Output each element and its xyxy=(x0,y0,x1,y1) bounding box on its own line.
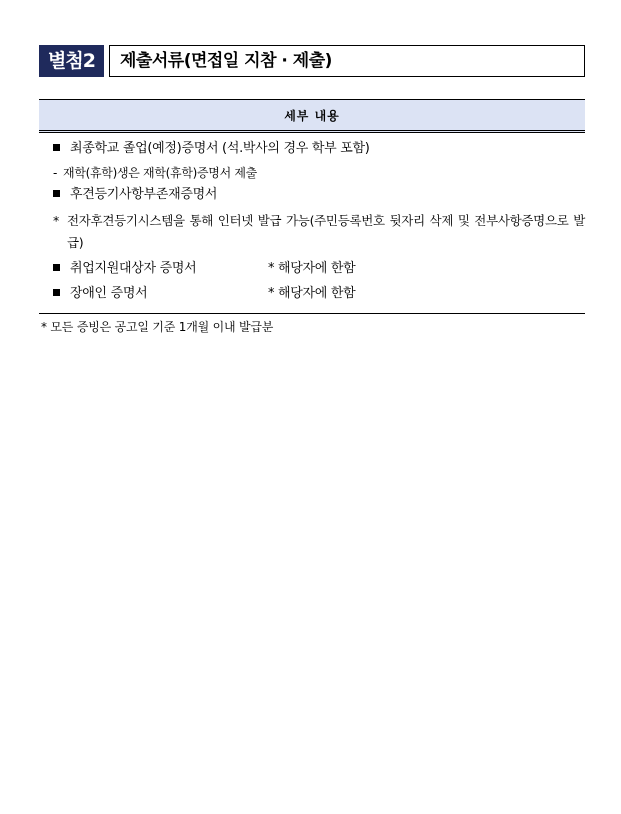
square-bullet-icon xyxy=(53,144,60,151)
asterisk-marker: * xyxy=(53,213,59,228)
table-column-header: 세부 내용 xyxy=(39,99,585,133)
list-item-text: 장애인 증명서 xyxy=(70,286,148,301)
documents-table xyxy=(39,99,585,314)
list-item-note: * 해당자에 한함 xyxy=(268,286,356,301)
square-bullet-icon xyxy=(53,289,60,296)
square-bullet-icon xyxy=(53,264,60,271)
attachment-badge: 별첨2 xyxy=(39,45,104,77)
footnote: * 모든 증빙은 공고일 기준 1개월 이내 발급분 xyxy=(41,320,274,334)
attachment-header xyxy=(39,45,585,77)
list-subitem xyxy=(53,164,257,182)
list-item xyxy=(53,285,583,303)
square-bullet-icon xyxy=(53,190,60,197)
attachment-title: 제출서류(면접일 지참 · 제출) xyxy=(109,45,585,77)
list-item-text: 최종학교 졸업(예정)증명서 (석.박사의 경우 학부 포함) xyxy=(70,141,370,156)
list-item xyxy=(53,260,583,278)
dash-marker: - xyxy=(53,166,58,180)
list-item-text: 취업지원대상자 증명서 xyxy=(70,261,197,276)
list-item xyxy=(53,186,217,204)
list-item xyxy=(53,140,370,158)
table-body xyxy=(39,133,585,314)
list-item-note: * 해당자에 한함 xyxy=(268,261,356,276)
list-item-text: 후견등기사항부존재증명서 xyxy=(70,187,218,202)
list-note-text: 전자후견등기시스템을 통해 인터넷 발급 가능(주민등록번호 뒷자리 삭제 및 전부사항증명으로 발급) xyxy=(67,213,585,250)
list-subitem-text: 재학(휴학)생은 재학(휴학)증명서 제출 xyxy=(63,166,257,180)
list-note xyxy=(53,210,585,254)
